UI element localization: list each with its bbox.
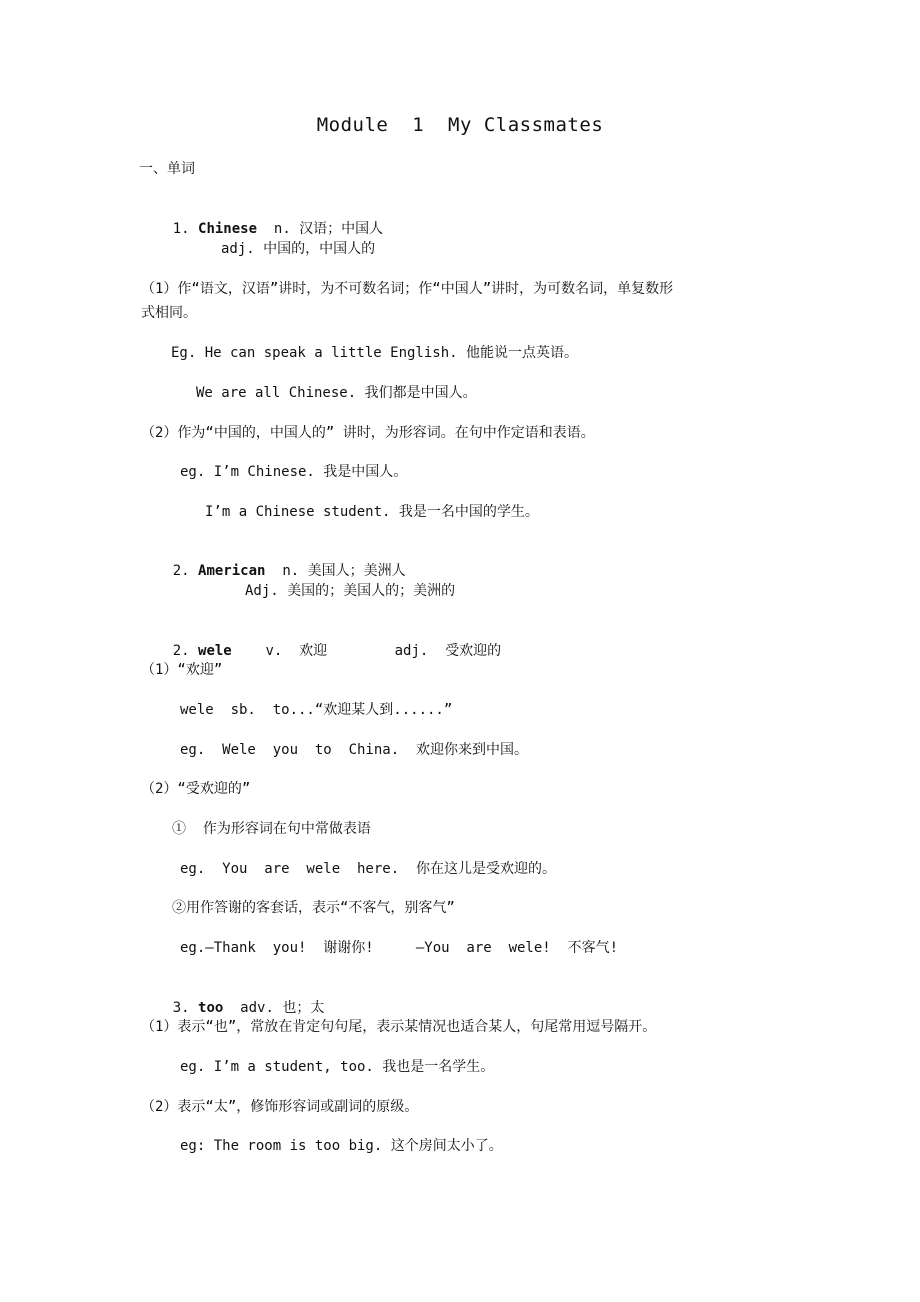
example-line: eg. You are wele here. 你在这儿是受欢迎的。 [180,861,557,877]
example-line: eg. I’m Chinese. 我是中国人。 [180,464,408,480]
entry-word: wele [198,643,232,659]
entry-number: 1. [172,221,190,237]
example-line: eg: The room is too big. 这个房间太小了。 [180,1138,503,1154]
explanation-line: ②用作答谢的客套话，表示“不客气，别客气” [172,900,455,916]
entry-line: Adj. 美国的；美国人的；美洲的 [245,583,456,599]
entry-number: 2. [172,643,190,659]
entry-pos: n. [273,221,291,237]
explanation-line: （2）“受欢迎的” [141,781,251,797]
explanation-line: （2）表示“太”，修饰形容词或副词的原级。 [141,1099,419,1115]
explanation-line: （1）作“语文，汉语”讲时，为不可数名词；作“中国人”讲时，为可数名词，单复数形 [141,281,674,297]
entry-pos: v. [265,643,283,659]
entry-meaning: 汉语；中国人 [299,221,384,237]
entry-number: 3. [172,1000,190,1016]
explanation-line: （1）“欢迎” [141,662,223,678]
entry-line: adj. 中国的，中国人的 [221,241,376,257]
page-title: Module 1 My Classmates [316,114,604,136]
entry-word: Chinese [198,221,258,237]
entry-pos-2: adj. [394,643,429,659]
section-heading: 一、单词 [139,161,195,177]
explanation-line: 式相同。 [141,305,197,321]
explanation-line: （1）表示“也”，常放在肯定句句尾，表示某情况也适合某人，句尾常用逗号隔开。 [141,1019,657,1035]
entry-meaning: 欢迎 [299,643,328,659]
example-line: We are all Chinese. 我们都是中国人。 [196,385,477,401]
example-line: eg. Wele you to China. 欢迎你来到中国。 [180,742,529,758]
entry-word: American [198,563,266,579]
example-line: wele sb. to...“欢迎某人到......” [180,702,453,718]
example-line: eg.—Thank you! 谢谢你! —You are wele! 不客气! [180,940,619,956]
entry-pos: adv. [240,1000,274,1016]
entry-pos: n. [282,563,300,579]
example-line: eg. I’m a student, too. 我也是一名学生。 [180,1059,495,1075]
entry-meaning-2: 受欢迎的 [445,643,502,659]
example-line: I’m a Chinese student. 我是一名中国的学生。 [205,504,539,520]
example-line: Eg. He can speak a little English. 他能说一点英语。 [171,345,579,361]
entry-meaning: 也；太 [282,1000,325,1016]
explanation-line: ① 作为形容词在句中常做表语 [172,821,371,837]
explanation-line: （2）作为“中国的，中国人的” 讲时，为形容词。在句中作定语和表语。 [141,425,595,441]
entry-meaning: 美国人；美洲人 [307,563,406,579]
entry-word: too [198,1000,224,1016]
entry-number: 2. [172,563,190,579]
